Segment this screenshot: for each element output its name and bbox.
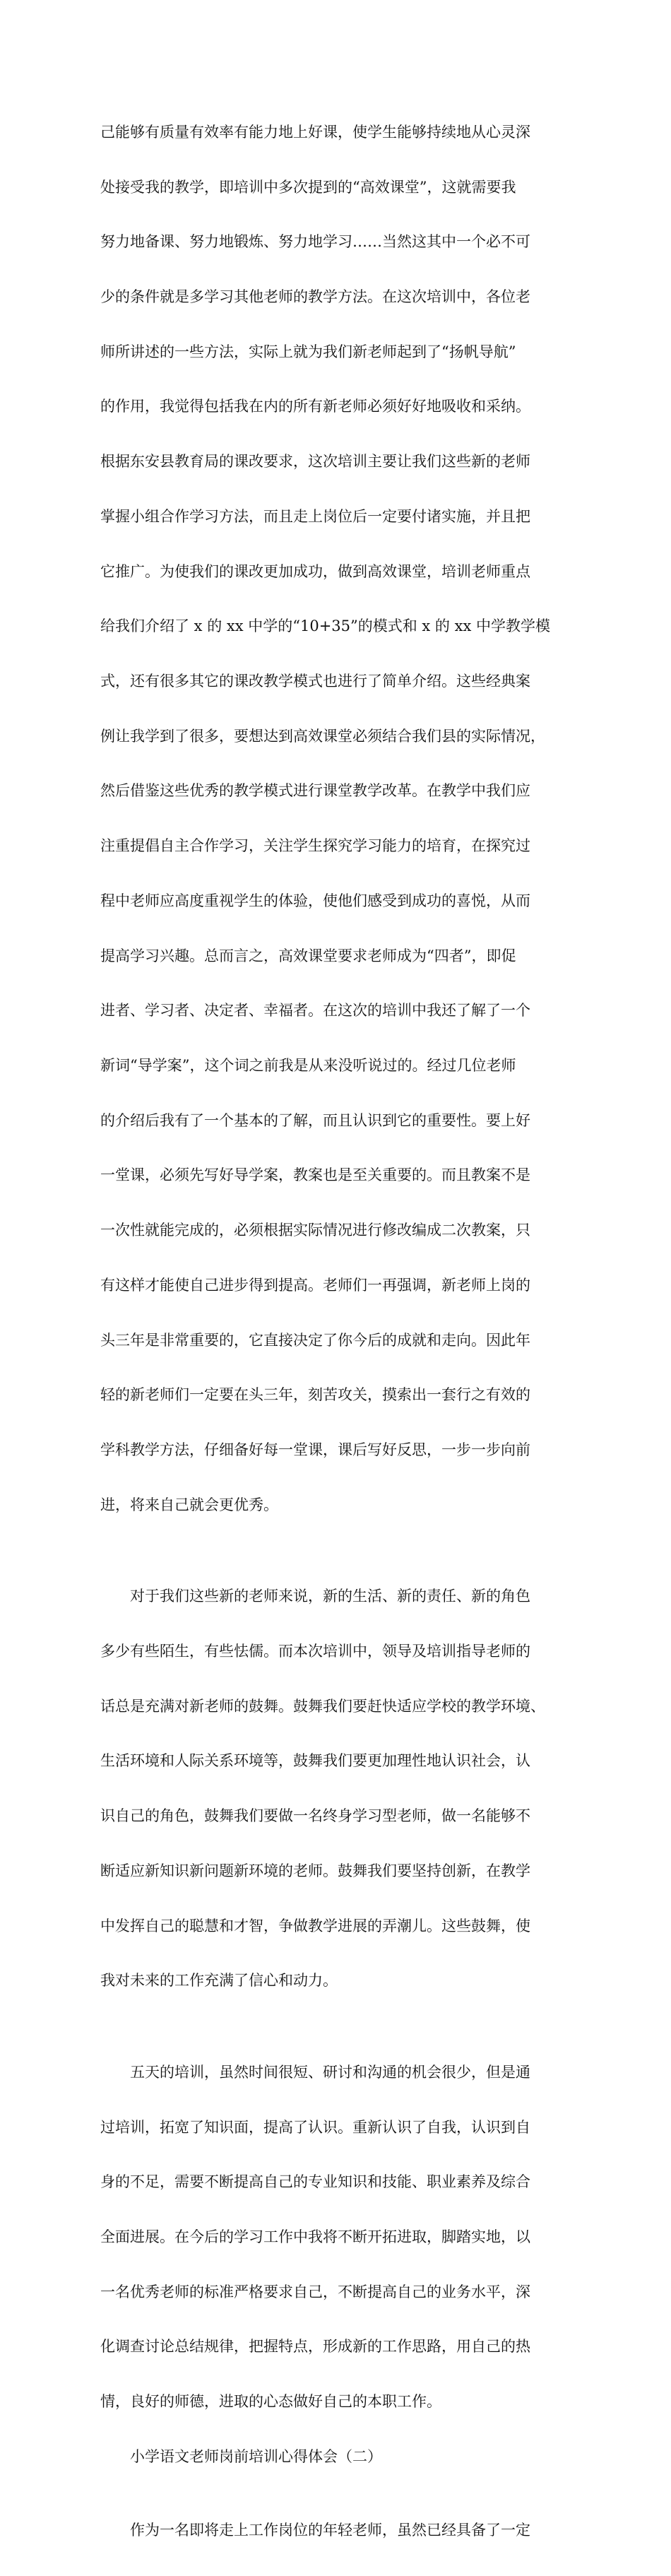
- text-line: 一次性就能完成的，必须根据实际情况进行修改编成二次教案，只: [100, 1222, 530, 1239]
- paragraph-1: [100, 87, 581, 1552]
- text-line: 全面进展。在今后的学习工作中我将不断开拓进取，脚踏实地，以: [100, 2228, 530, 2246]
- text-line: 努力地备课、努力地锻炼、努力地学习……当然这其中一个必不可: [100, 233, 530, 251]
- text-line: 进，将来自己就会更优秀。: [100, 1496, 278, 1513]
- paragraph-4: [100, 2485, 581, 2576]
- text-line: 提高学习兴趣。总而言之，高效课堂要求老师成为“四者”，即促: [100, 947, 516, 964]
- text-line: 然后借鉴这些优秀的教学模式进行课堂教学改革。在教学中我们应: [100, 782, 530, 800]
- document-body: [100, 87, 581, 2576]
- text-line: 进者、学习者、决定者、幸福者。在这次的培训中我还了解了一个: [100, 1002, 530, 1020]
- text-line: 程中老师应高度重视学生的体验，使他们感受到成功的喜悦，从而: [100, 892, 530, 909]
- text-line: 例让我学到了很多，要想达到高效课堂必须结合我们县的实际情况，: [100, 727, 545, 745]
- text-line: 有这样才能使自己进步得到提高。老师们一再强调，新老师上岗的: [100, 1276, 530, 1294]
- text-line: 的介绍后我有了一个基本的了解，而且认识到它的重要性。要上好: [100, 1111, 530, 1129]
- text-line: 过培训，拓宽了知识面，提高了认识。重新认识了自我，认识到自: [100, 2118, 530, 2136]
- text-line: 学科教学方法，仔细备好每一堂课，课后写好反思，一步一步向前: [100, 1441, 530, 1459]
- text-line: 一名优秀老师的标准严格要求自己，不断提高自己的业务水平，深: [100, 2283, 530, 2300]
- text-line: 话总是充满对新老师的鼓舞。鼓舞我们要赶快适应学校的教学环境、: [100, 1697, 545, 1715]
- text-line: 注重提倡自主合作学习，关注学生探究学习能力的培育，在探究过: [100, 837, 530, 855]
- text-line: 给我们介绍了 x 的 xx 中学的“10+35”的模式和 x 的 xx 中学教学模: [100, 618, 550, 635]
- text-line: 的作用，我觉得包括我在内的所有新老师必须好好地吸收和采纳。: [100, 398, 530, 415]
- text-line: 化调查讨论总结规律，把握特点，形成新的工作思路，用自己的热: [100, 2338, 530, 2356]
- text-line: 它推广。为使我们的课改更加成功，做到高效课堂，培训老师重点: [100, 562, 530, 580]
- paragraph-2: [100, 1552, 581, 2028]
- text-line: 师所讲述的一些方法，实际上就为我们新老师起到了“扬帆导航”: [100, 343, 516, 360]
- paragraph-3: [100, 2027, 581, 2448]
- text-line: 生活环境和人际关系环境等，鼓舞我们要更加理性地认识社会，认: [100, 1752, 530, 1770]
- text-line: 头三年是非常重要的，它直接决定了你今后的成就和走向。因此年: [100, 1331, 530, 1349]
- text-line: 轻的新老师们一定要在头三年，刻苦攻关，摸索出一套行之有效的: [100, 1386, 530, 1404]
- text-line: 情，良好的师德，进取的心态做好自己的本职工作。: [100, 2393, 441, 2411]
- text-line: 处接受我的教学，即培训中多次提到的“高效课堂”，这就需要我: [100, 178, 516, 196]
- text-line: 五天的培训，虽然时间很短、研讨和沟通的机会很少，但是通: [130, 2063, 530, 2081]
- blank-line: [100, 2466, 581, 2485]
- text-line: 掌握小组合作学习方法，而且走上岗位后一定要付诸实施，并且把: [100, 507, 530, 525]
- text-line: 识自己的角色，鼓舞我们要做一名终身学习型老师，做一名能够不: [100, 1807, 530, 1825]
- text-line: 式，还有很多其它的课改教学模式也进行了简单介绍。这些经典案: [100, 673, 530, 690]
- text-line: 身的不足，需要不断提高自己的专业知识和技能、职业素养及综合: [100, 2173, 530, 2191]
- text-line: 新词“导学案”，这个词之前我是从来没听说过的。经过几位老师: [100, 1057, 516, 1075]
- text-line: 作为一名即将走上工作岗位的年轻老师，虽然已经具备了一定: [130, 2521, 530, 2539]
- text-line: 一堂课，必须先写好导学案，教案也是至关重要的。而且教案不是: [100, 1166, 530, 1184]
- text-line: 我对未来的工作充满了信心和动力。: [100, 1972, 338, 1990]
- text-line: 根据东安县教育局的课改要求，这次培训主要让我们这些新的老师: [100, 453, 530, 471]
- text-line: 对于我们这些新的老师来说，新的生活、新的责任、新的角色: [130, 1588, 530, 1605]
- text-line: 多少有些陌生，有些怯儒。而本次培训中，领导及培训指导老师的: [100, 1643, 530, 1660]
- text-line: 中发挥自己的聪慧和才智，争做教学进展的弄潮儿。这些鼓舞，使: [100, 1917, 530, 1934]
- text-line: 断适应新知识新问题新环境的老师。鼓舞我们要坚持创新，在教学: [100, 1862, 530, 1879]
- section-heading: 小学语文老师岗前培训心得体会（二）: [130, 2447, 382, 2465]
- text-line: 己能够有质量有效率有能力地上好课，使学生能够持续地从心灵深: [100, 123, 530, 141]
- text-line: 少的条件就是多学习其他老师的教学方法。在这次培训中，各位老: [100, 288, 530, 305]
